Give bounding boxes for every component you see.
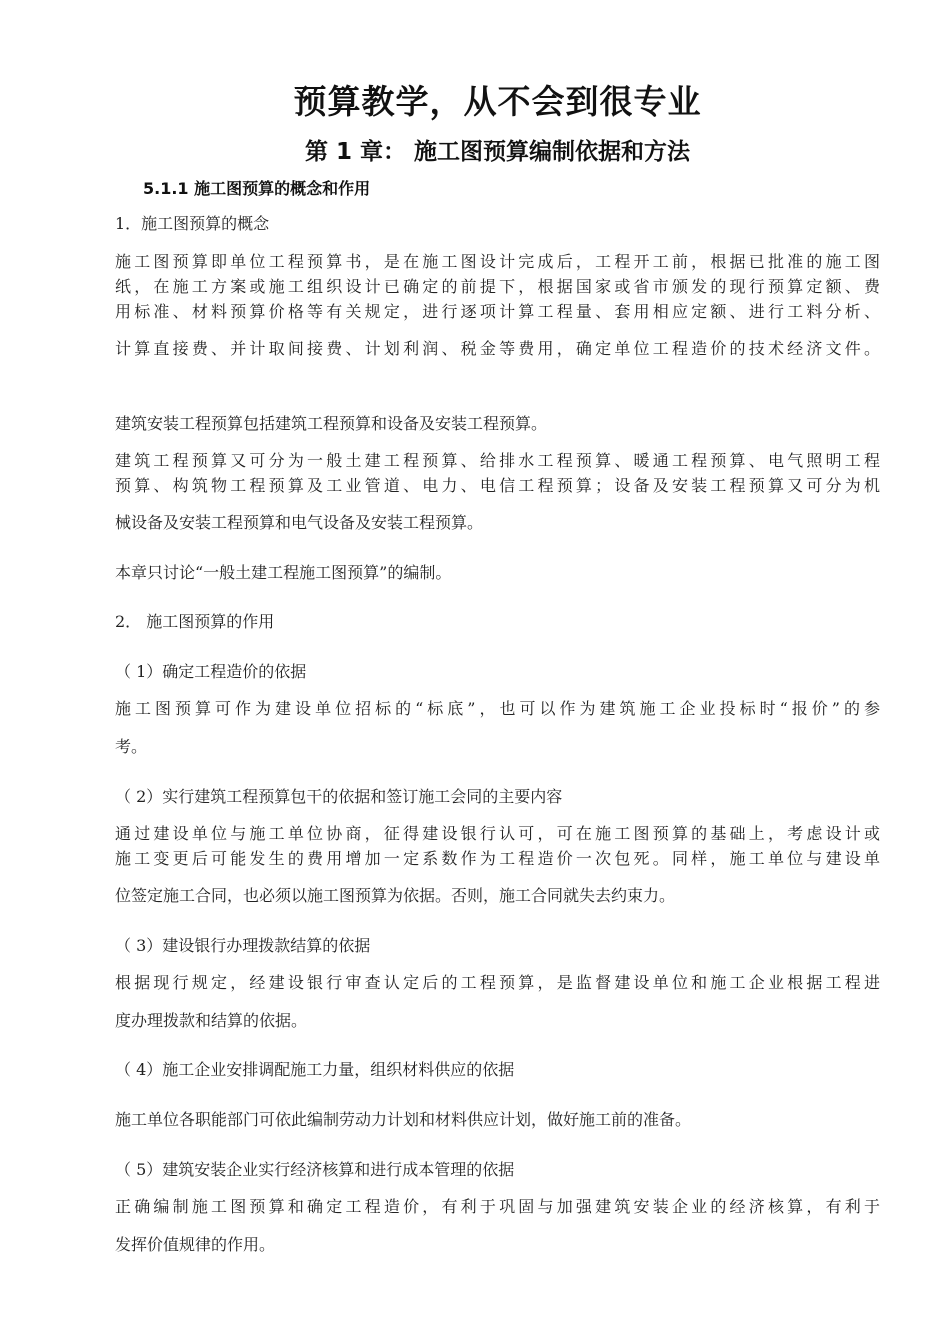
paragraph-line: 通过建设单位与施工单位协商，征得建设银行认可，可在施工图预算的基础上，考虑设计或 — [115, 824, 880, 843]
list-item-heading: （ 4）施工企业安排调配施工力量，组织材料供应的依据 — [115, 1060, 515, 1079]
paragraph-line: 施工图预算可作为建设单位招标的“标底”，也可以作为建筑施工企业投标时“报价”的参 — [115, 699, 880, 718]
concept-heading: 1．施工图预算的概念 — [115, 214, 270, 233]
paragraph-line: 正确编制施工图预算和确定工程造价，有利于巩固与加强建筑安装企业的经济核算，有利于 — [115, 1197, 880, 1216]
paragraph-line: 建筑安装工程预算包括建筑工程预算和设备及安装工程预算。 — [115, 414, 548, 433]
paragraph-line: 根据现行规定，经建设银行审查认定后的工程预算，是监督建设单位和施工企业根据工程进 — [115, 973, 880, 992]
role-heading: 2． 施工图预算的作用 — [115, 612, 275, 631]
paragraph-line: 本章只讨论“一般土建工程施工图预算”的编制。 — [115, 563, 452, 582]
paragraph-line: 械设备及安装工程预算和电气设备及安装工程预算。 — [115, 513, 484, 532]
list-item-heading: （ 3）建设银行办理拨款结算的依据 — [115, 936, 371, 955]
list-item-heading: （ 2）实行建筑工程预算包干的依据和签订施工会同的主要内容 — [115, 787, 563, 806]
paragraph-line: 建筑工程预算又可分为一般土建工程预算、给排水工程预算、暖通工程预算、电气照明工程 — [115, 451, 880, 470]
section-heading: 5.1.1 施工图预算的概念和作用 — [143, 179, 371, 198]
chapter-heading: 第 1 章： 施工图预算编制依据和方法 — [304, 139, 691, 165]
paragraph-line: 施工单位各职能部门可依此编制劳动力计划和材料供应计划，做好施工前的准备。 — [115, 1110, 692, 1129]
list-item-heading: （ 5）建筑安装企业实行经济核算和进行成本管理的依据 — [115, 1160, 515, 1179]
paragraph-line: 预算、构筑物工程预算及工业管道、电力、电信工程预算；设备及安装工程预算又可分为机 — [115, 476, 880, 495]
list-item-heading: （ 1）确定工程造价的依据 — [115, 662, 307, 681]
paragraph-line: 计算直接费、并计取间接费、计划利润、税金等费用，确定单位工程造价的技术经济文件。 — [115, 339, 880, 358]
paragraph-line: 度办理拨款和结算的依据。 — [115, 1011, 308, 1030]
paragraph-line: 发挥价值规律的作用。 — [115, 1235, 276, 1254]
paragraph-line: 用标准、材料预算价格等有关规定，进行逐项计算工程量、套用相应定额、进行工料分析、 — [115, 302, 880, 321]
paragraph-line: 位签定施工合同，也必须以施工图预算为依据。否则，施工合同就失去约束力。 — [115, 886, 676, 905]
document-title: 预算教学，从不会到很专业 — [293, 82, 702, 121]
paragraph-line: 施工图预算即单位工程预算书，是在施工图设计完成后，工程开工前，根据已批准的施工图 — [115, 252, 880, 271]
paragraph-line: 考。 — [115, 737, 148, 756]
paragraph-line: 施工变更后可能发生的费用增加一定系数作为工程造价一次包死。同样，施工单位与建设单 — [115, 849, 880, 868]
paragraph-line: 纸，在施工方案或施工组织设计已确定的前提下，根据国家或省市颁发的现行预算定额、费 — [115, 277, 880, 296]
